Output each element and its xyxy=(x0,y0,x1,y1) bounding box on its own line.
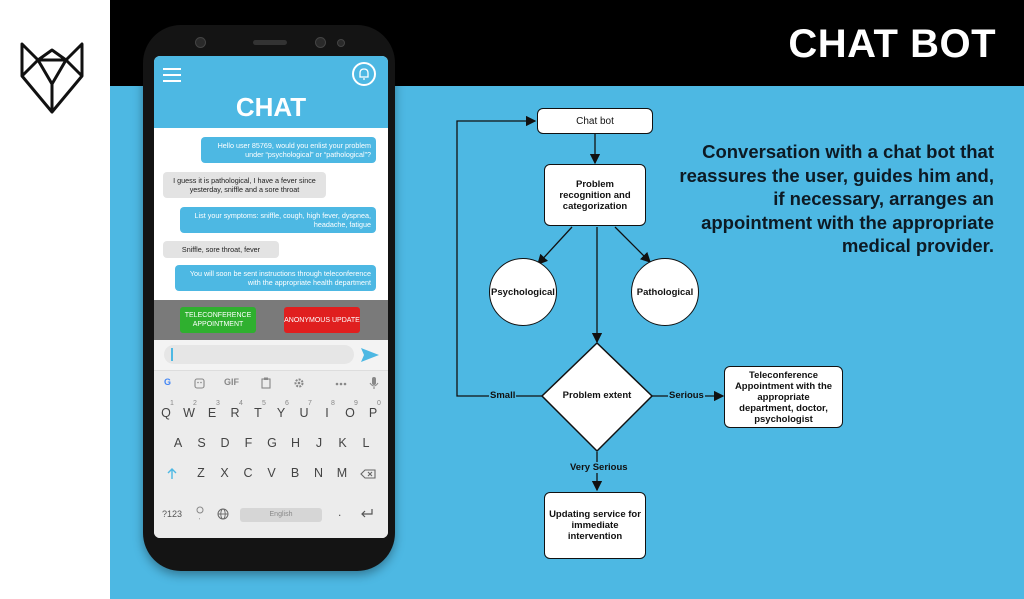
google-icon[interactable]: G xyxy=(164,377,172,387)
key-p[interactable]: P xyxy=(368,406,378,420)
bot-message: List your symptoms: sniffle, cough, high fever, dyspnea, headache, fatigue xyxy=(180,207,376,233)
key-n[interactable]: N xyxy=(313,466,324,480)
edge-label-serious: Serious xyxy=(669,390,704,401)
flow-node-problem-recognition: Problem recognition and categorization xyxy=(544,164,646,226)
edge-label-small: Small xyxy=(490,390,516,401)
edge-to-pathological xyxy=(615,227,650,262)
key-v[interactable]: V xyxy=(267,466,276,480)
key-digit-hint: 7 xyxy=(308,400,312,407)
key-k[interactable]: K xyxy=(338,436,347,450)
key-h[interactable]: H xyxy=(290,436,301,450)
flow-node-psychological: Psychological xyxy=(489,258,557,326)
user-message: I guess it is pathological, I have a fever since yesterday, sniffle and a sore throat xyxy=(163,172,326,198)
gif-icon[interactable]: GIF xyxy=(224,377,239,387)
key-digit-hint: 9 xyxy=(354,400,358,407)
description-text: Conversation with a chat bot that reassures the user, guides him and, if necessary, arranges an appointment with the appropriate medical provider. xyxy=(679,141,994,256)
anonymous-update-button[interactable]: ANONYMOUS UPDATE xyxy=(284,307,360,333)
flow-node-problem-extent: Problem extent xyxy=(562,390,632,401)
user-message: Sniffle, sore throat, fever xyxy=(163,241,279,258)
key-t[interactable]: T xyxy=(254,406,262,420)
key-digit-hint: 3 xyxy=(216,400,220,407)
key-digit-hint: 0 xyxy=(377,400,381,407)
symbols-key[interactable]: ?123 xyxy=(162,509,183,519)
teleconference-appointment-button[interactable]: TELECONFERENCE APPOINTMENT xyxy=(180,307,256,333)
key-i[interactable]: I xyxy=(325,406,329,420)
svg-text:,: , xyxy=(198,514,201,520)
edge-to-psychological xyxy=(538,227,572,264)
key-digit-hint: 8 xyxy=(331,400,335,407)
key-o[interactable]: O xyxy=(345,406,355,420)
key-z[interactable]: Z xyxy=(197,466,205,480)
key-e[interactable]: E xyxy=(207,406,217,420)
key-w[interactable]: W xyxy=(183,406,195,420)
flow-node-chat-bot: Chat bot xyxy=(537,108,653,134)
edge-label-very-serious: Very Serious xyxy=(570,462,628,473)
key-digit-hint: 2 xyxy=(193,400,197,407)
key-f[interactable]: F xyxy=(244,436,253,450)
key-x[interactable]: X xyxy=(220,466,229,480)
key-b[interactable]: B xyxy=(290,466,300,480)
period-key[interactable]: . xyxy=(338,505,342,519)
key-digit-hint: 6 xyxy=(285,400,289,407)
page-title: CHAT BOT xyxy=(788,22,996,66)
space-key[interactable]: English xyxy=(240,508,322,522)
key-m[interactable]: M xyxy=(336,466,348,480)
flow-node-updating-service: Updating service for immediate intervention xyxy=(544,492,646,559)
key-r[interactable]: R xyxy=(230,406,240,420)
flow-node-pathological: Pathological xyxy=(631,258,699,326)
key-a[interactable]: A xyxy=(173,436,183,450)
key-digit-hint: 4 xyxy=(239,400,243,407)
bot-message: Hello user 85769, would you enlist your problem under “psychological” or “pathological”? xyxy=(201,137,376,163)
key-q[interactable]: Q xyxy=(161,406,171,420)
key-u[interactable]: U xyxy=(299,406,309,420)
key-j[interactable]: J xyxy=(315,436,323,450)
bot-message: You will soon be sent instructions through teleconference with the appropriate health department xyxy=(175,265,376,291)
key-l[interactable]: L xyxy=(362,436,370,450)
flow-node-teleconference-outcome: Teleconference Appointment with the appropriate department, doctor, psychologist xyxy=(724,366,843,428)
key-g[interactable]: G xyxy=(267,436,277,450)
key-c[interactable]: C xyxy=(243,466,253,480)
key-digit-hint: 5 xyxy=(262,400,266,407)
chat-title: CHAT xyxy=(235,92,307,122)
key-s[interactable]: S xyxy=(197,436,206,450)
key-d[interactable]: D xyxy=(220,436,230,450)
key-y[interactable]: Y xyxy=(276,406,286,420)
key-digit-hint: 1 xyxy=(170,400,174,407)
